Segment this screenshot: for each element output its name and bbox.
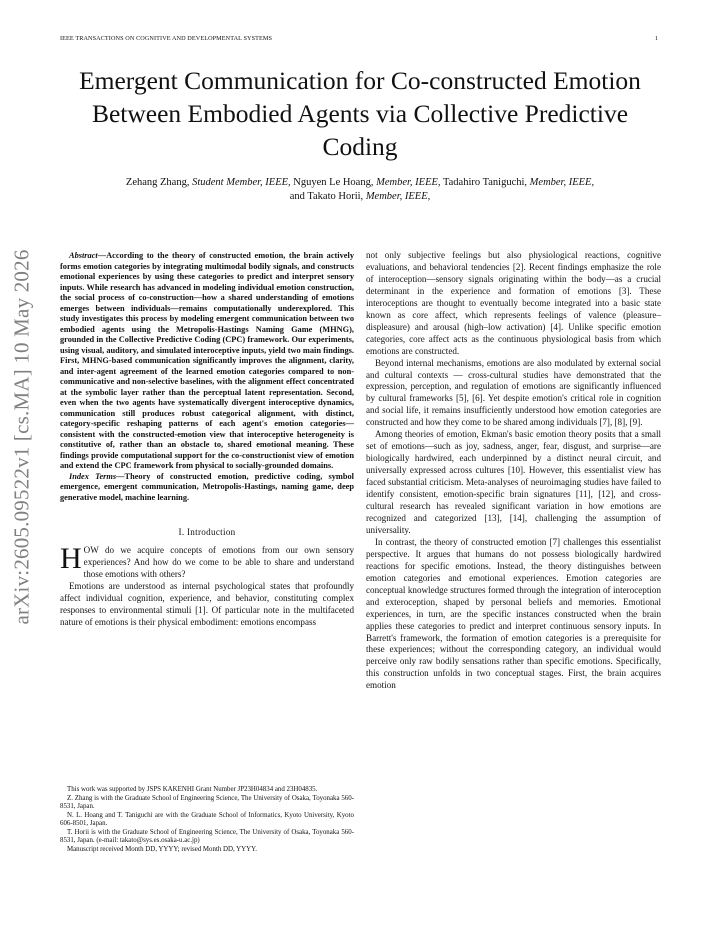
footnote: N. L. Hoang and T. Taniguchi are with the Graduate School of Informatics, Kyoto University, Kyoto 606-8501, Japan.: [60, 811, 354, 828]
footnote: T. Horii is with the Graduate School of Engineering Science, The University of Osaka, Toyonaka 560-8531, Japan. (e-mail: takato@sys.es.osaka-u.ac.jp): [60, 828, 354, 845]
body-paragraph: Among theories of emotion, Ekman's basic emotion theory posits that a small set of emotions—such as joy, sadness, anger, fear, disgust, and surprise—are biologically hardwired, each underpinned by a distinct neural circuit, and universally expressed across cultures [10]. However, this essentialist view has faced substantial criticism. Meta-analyses of neuroimaging studies have failed to identify consistent, emotion-specific brain signatures [11], [12], and cross-cultural research has revealed significant variation in how emotions are recognized and categorized [13], [14], challenging the assumption of universality.: [366, 429, 661, 535]
abstract-label: Abstract: [69, 251, 98, 260]
body-paragraph: Beyond internal mechanisms, emotions are also modulated by external social and cultural contexts — cross-cultural studies have demonstrated that the expression, perception, and regulation of emotions are significantly influenced by cultural frameworks [5], [6]. Yet despite emotion's critical role in cognition and social life, it remains insufficiently understood how emotion categories are constructed and how they come to be shared among individuals [7], [8], [9].: [366, 357, 661, 428]
intro-paragraph: [60, 541, 354, 581]
footnote: Manuscript received Month DD, YYYY; revised Month DD, YYYY.: [67, 845, 257, 853]
body-paragraph: In contrast, the theory of constructed emotion [7] challenges this essentialist perspective. It argues that humans do not possess biologically hardwired reactions for specific emotions. Instead, the theory distinguishes between emotion categories and emotional experiences. Emotion categories are conceptual knowledge structures formed through the integration of interoception and exteroception, shaped by personal beliefs and memories. Emotional experiences, in turn, are the specific instances constructed when the brain applies these categories to predict and interpret continuous sensory inputs. In Barrett's framework, the formation of emotion categories is a prerequisite for these experiences; without the corresponding category, an individual would perceive only raw bodily sensations rather than specific emotions. Specifically, this construction unfolds in two conceptual stages. First, the brain acquires emotion: [366, 536, 661, 691]
intro-text: OW do we acquire concepts of emotions from our own sensory experiences? And how do we come to be able to share and understand those emotions with others?: [83, 544, 354, 579]
abstract-text: —According to the theory of constructed emotion, the brain actively forms emotion categories by integrating multimodal bodily signals, and constructs emotional experiences by using these categories to predict and interpret sensory inputs. While research has advanced in modeling individual emotion construction, the social process of co-construction—how a shared understanding of emotions emerges between individuals—remains computationally underexplored. This study investigates this process by modeling emergent communication between two embodied agents using the Metropolis-Hastings Naming Game (MHNG), grounded in the Collective Predictive Coding (CPC) framework. Our experiments, using visual, auditory, and simulated interoceptive inputs, yield two main findings. First, MHNG-based communication significantly improves the alignment, clarity, and inter-agent agreement of the learned emotion categories compared to non-communicative and non-selective baselines, with the alignment effect concentrated at the symbolic layer rather than the perceptual latent representation. Second, even when the two agents have systematically divergent interoceptive dynamics, communication still produces robust categorical alignment, with distinct, category-specific reshaping patterns of each agent's emotion categories—consistent with the constructed-emotion view that interoceptive heterogeneity is constitutive of, rather than an obstacle to, shared emotional meaning. These findings provide computational support for the co-constructionist view of emotion and extend the CPC framework from physical to socially-grounded domains.: [60, 251, 354, 470]
author-membership: Member, IEEE,: [365, 191, 431, 202]
arxiv-stamp: arXiv:2605.09522v1 [cs.MA] 10 May 2026: [9, 249, 34, 625]
author-membership: Member, IEEE,: [376, 177, 441, 188]
author-membership: Member, IEEE,: [529, 177, 595, 188]
author-membership: Student Member, IEEE,: [192, 177, 291, 188]
index-terms: [60, 472, 354, 504]
section-heading: I. Introduction: [178, 527, 236, 537]
author-name: and Takato Horii,: [289, 191, 364, 202]
author-name: Nguyen Le Hoang,: [293, 177, 374, 188]
paper-title: Emergent Communication for Co-constructed Emotion Between Embodied Agents via Collective Predictive Coding: [79, 66, 641, 161]
body-paragraph: not only subjective feelings but also physiological reactions, cognitive evaluations, and behavioral tendencies [2]. Recent findings emphasize the role of interoception—sensory signals originating within the body—as a crucial determinant in the experience and formation of emotions [3]. These interoceptions are thought to eventually become integrated into a basic state known as core affect, which represents feelings of valence (pleasure–displeasure) and arousal (high–low activation) [4]. Unlike specific emotion categories, core affect acts as the continuous physiological basis from which emotions are constructed.: [366, 250, 661, 356]
drop-cap: H: [60, 541, 82, 575]
intro-paragraph: Emotions are understood as internal psychological states that profoundly affect individual cognition, experience, and behavior, constituting complex responses to environmental stimuli [1]. Of particular note in the multifaceted nature of emotions is their physical embodiment: emotions encompass: [60, 580, 354, 627]
running-header: IEEE TRANSACTIONS ON COGNITIVE AND DEVELOPMENTAL SYSTEMS: [60, 35, 273, 42]
footnotes: [60, 786, 354, 854]
right-column: [366, 250, 661, 692]
author-name: Tadahiro Taniguchi,: [442, 177, 528, 188]
abstract: [60, 251, 354, 472]
index-terms-label: Index Terms: [69, 471, 117, 481]
footnote: This work was supported by JSPS KAKENHI Grant Number JP23H04834 and 23H04835.: [67, 786, 318, 793]
index-terms-text: —Theory of constructed emotion, predictive coding, symbol emergence, emergent communication, Metropolis-Hastings, naming game, deep generative model, machine learning.: [60, 471, 354, 502]
left-column: [60, 251, 354, 629]
footnote: Z. Zhang is with the Graduate School of Engineering Science, The University of Osaka, Toyonaka 560-8531, Japan.: [60, 794, 354, 811]
page-number: 1: [655, 35, 659, 42]
author-name: Zehang Zhang,: [125, 177, 190, 188]
author-list: [60, 176, 660, 204]
